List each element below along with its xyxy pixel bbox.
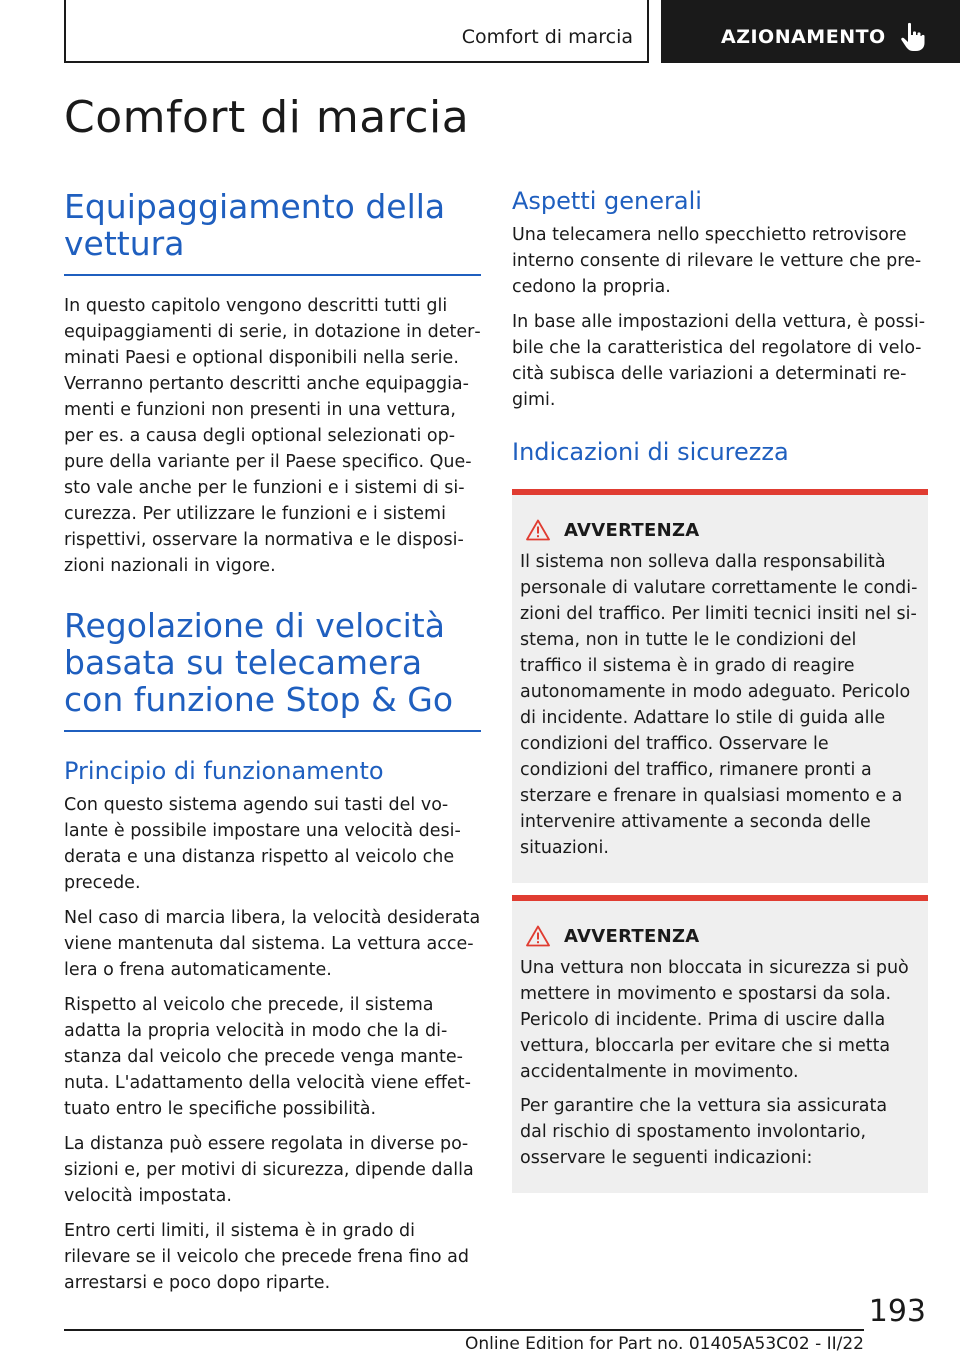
paragraph-principio-3: Rispetto al veicolo che precede, il sistema adatta la propria velocità in modo che la distanza dal veicolo che precede venga mantenuta. L'adattamento della velocità viene effettuato entro le specifiche possibilità. [64, 995, 471, 1119]
warning-triangle-icon [526, 519, 550, 541]
pointing-hand-icon [896, 20, 930, 54]
warning-text-2: Per garantire che la vettura sia assicurata dal rischio di spostamento involontario, osservare le seguenti indicazioni: [520, 1096, 888, 1168]
warning-title: AVVERTENZA [564, 519, 700, 541]
header-section-title: Comfort di marcia [461, 26, 633, 48]
paragraph-principio-1: Con questo sistema agendo sui tasti del volante è possibile impostare una velocità desiderata e una distanza rispetto al veicolo che precede. [64, 795, 461, 893]
header-chapter-title: AZIONAMENTO [721, 26, 886, 48]
paragraph-aspetti-1: Una telecamera nello specchietto retrovisore interno consente di rilevare le vetture che precedono la propria. [512, 225, 922, 297]
warning-title: AVVERTENZA [564, 925, 700, 947]
right-column [512, 186, 928, 1193]
paragraph-aspetti-2: In base alle impostazioni della vettura, è possibile che la caratteristica del regolatore di velocità subisca delle variazioni a determinati regimi. [512, 312, 926, 410]
heading-equipaggiamento: Equipaggiamento della vettura [64, 188, 481, 276]
warning-header [520, 515, 918, 545]
header-section-tab [64, 0, 649, 63]
heading-principio-funzionamento: Principio di funzionamento [64, 757, 384, 785]
footer-divider [64, 1329, 864, 1331]
heading-indicazioni-sicurezza: Indicazioni di sicurezza [512, 438, 789, 466]
heading-regolazione-velocita: Regolazione di velocità basata su telecamera con funzione Stop & Go [64, 607, 481, 732]
paragraph-principio-4: La distanza può essere regolata in diverse posizioni e, per motivi di sicurezza, dipende dalla velocità impostata. [64, 1134, 474, 1206]
warning-header [520, 921, 918, 951]
warning-box-2 [512, 895, 928, 1193]
warning-triangle-icon [526, 925, 550, 947]
page-number: 193 [868, 1294, 926, 1329]
page-title: Comfort di marcia [64, 92, 470, 143]
paragraph-principio-5: Entro certi limiti, il sistema è in grado di rilevare se il veicolo che precede frena fino ad arrestarsi e poco dopo riparte. [64, 1221, 469, 1293]
heading-aspetti-generali: Aspetti generali [512, 187, 702, 215]
left-column [64, 188, 481, 1305]
warning-text-1: Una vettura non bloccata in sicurezza si può mettere in movimento e spostarsi da sola. Pericolo di incidente. Prima di uscire dalla vettura, bloccarla per evitare che si metta accidentalmente in movimento. [520, 958, 909, 1082]
header-chapter-tab [661, 0, 960, 63]
warning-text: Il sistema non solleva dalla responsabilità personale di valutare correttamente le condizioni del traffico. Per limiti tecnici insiti nel sistema, non in tutte le le condizioni del traffico il sistema è in grado di reagire autonomamente in modo adeguato. Pericolo di incidente. Adattare lo stile di guida alle condizioni del traffico. Osservare le condizioni del traffico, rimanere pronti a sterzare e frenare in qualsiasi momento e a intervenire attivamente a seconda delle situazioni. [520, 552, 918, 858]
footer-edition: Online Edition for Part no. 01405A53C02 - II/22 [464, 1334, 864, 1354]
paragraph-principio-2: Nel caso di marcia libera, la velocità desiderata viene mantenuta dal sistema. La vettura accelera o frena automaticamente. [64, 908, 481, 980]
paragraph-equipaggiamento: In questo capitolo vengono descritti tutti gli equipaggiamenti di serie, in dotazione in determinati Paesi e optional disponibili nella serie. Verranno pertanto descritti anche equipaggiamenti e funzioni non presenti in una vettura, per es. a causa degli optional selezionati oppure della variante per il Paese specifico. Questo vale anche per le funzioni e i sistemi di sicurezza. Per utilizzare le funzioni e i sistemi rispettivi, osservare la normativa e le disposizioni nazionali in vigore. [64, 296, 481, 576]
warning-box-1 [512, 489, 928, 883]
